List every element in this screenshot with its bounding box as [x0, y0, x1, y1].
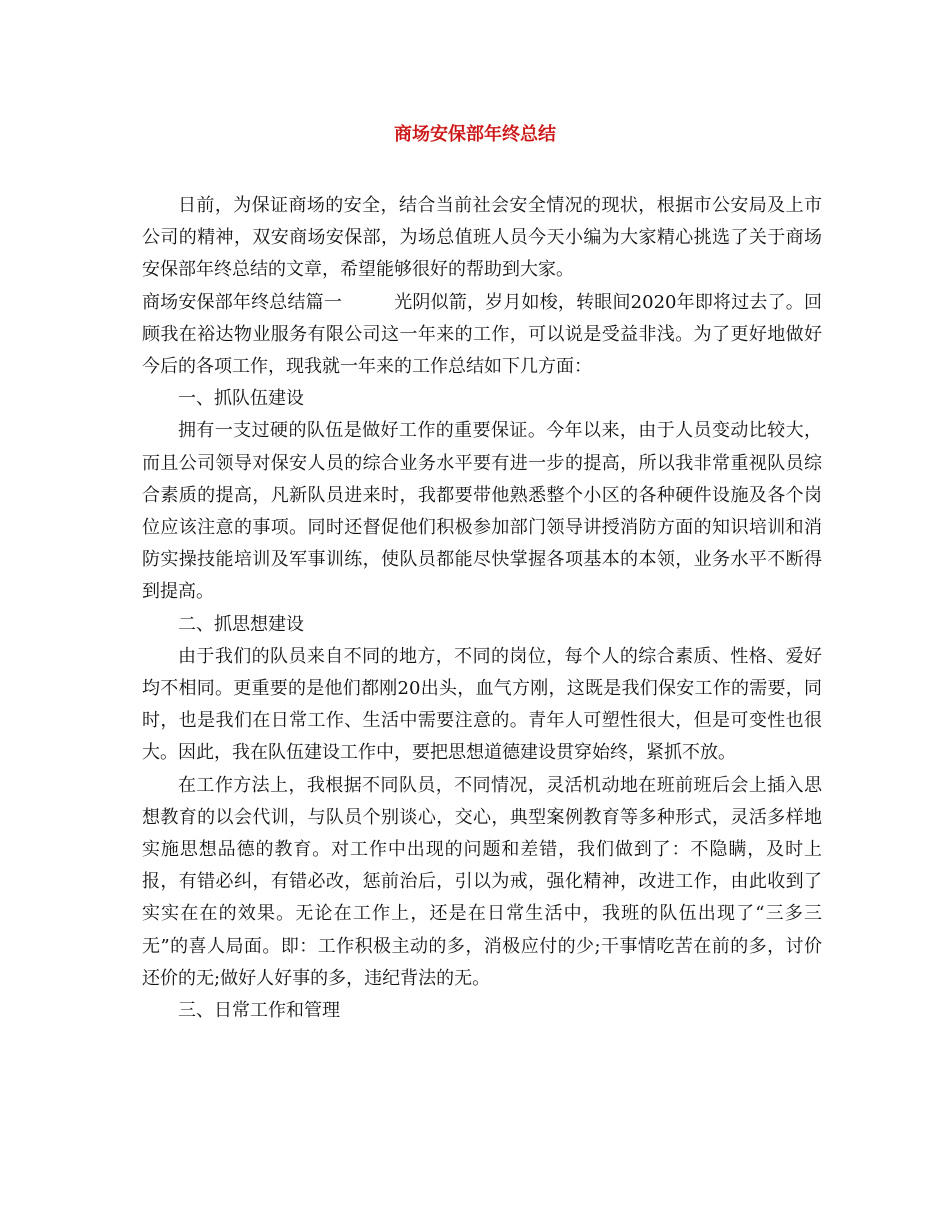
- section-paragraph-1: 拥有一支过硬的队伍是做好工作的重要保证。今年以来，由于人员变动比较大，而且公司领导对保安人员的综合业务水平要有进一步的提高，所以我非常重视队员综合素质的提高，凡新队员进来时，我都要带他熟悉整个小区的各种硬件设施及各个岗位应该注意的事项。同时还督促他们积极参加部门领导讲授消防方面的知识培训和消防实操技能培训及军事训练，使队员都能尽快掌握各项基本的本领，业务水平不断得到提高。: [142, 420, 822, 603]
- document-title: 商场安保部年终总结: [394, 124, 556, 145]
- section-paragraph-2b: 在工作方法上，我根据不同队员，不同情况，灵活机动地在班前班后会上插入思想教育的以会代训，与队员个别谈心，交心，典型案例教育等多种形式，灵活多样地实施思想品德的教育。对工作中出现的问题和差错，我们做到了：不隐瞒，及时上报，有错必纠，有错必改，惩前治后，引以为戒，强化精神，改进工作，由此收到了实实在在的效果。无论在工作上，还是在日常生活中，我班的队伍出现了“三多三无”的喜人局面。即：工作积极主动的多，消极应付的少;干事情吃苦在前的多，讨价还价的无;做好人好事的多，违纪背法的无。: [142, 774, 822, 989]
- chapter-text: 光阴似箭，岁月如梭，转眼间2020年即将过去了。回顾我在裕达物业服务有限公司这一年来的工作，可以说是受益非浅。为了更好地做好今后的各项工作，现我就一年来的工作总结如下几方面：: [142, 291, 822, 378]
- section-paragraph-2a: 由于我们的队员来自不同的地方，不同的岗位，每个人的综合素质、性格、爱好均不相同。更重要的是他们都刚20出头，血气方刚，这既是我们保安工作的需要，同时，也是我们在日常工作、生活中需要注意的。青年人可塑性很大，但是可变性也很大。因此，我在队伍建设工作中，要把思想道德建设贯穿始终，紧抓不放。: [142, 645, 822, 764]
- section-heading-2: 二、抓思想建设: [178, 613, 304, 635]
- chapter-paragraph: [142, 287, 822, 384]
- section-heading-1: 一、抓队伍建设: [178, 388, 304, 410]
- chapter-label: 商场安保部年终总结篇一: [142, 291, 343, 313]
- document-body: [142, 190, 822, 1027]
- intro-paragraph: 日前，为保证商场的安全，结合当前社会安全情况的现状，根据市公安局及上市公司的精神，双安商场安保部，为场总值班人员今天小编为大家精心挑选了关于商场安保部年终总结的文章，希望能够很好的帮助到大家。: [142, 195, 822, 281]
- section-heading-3: 三、日常工作和管理: [178, 1000, 340, 1022]
